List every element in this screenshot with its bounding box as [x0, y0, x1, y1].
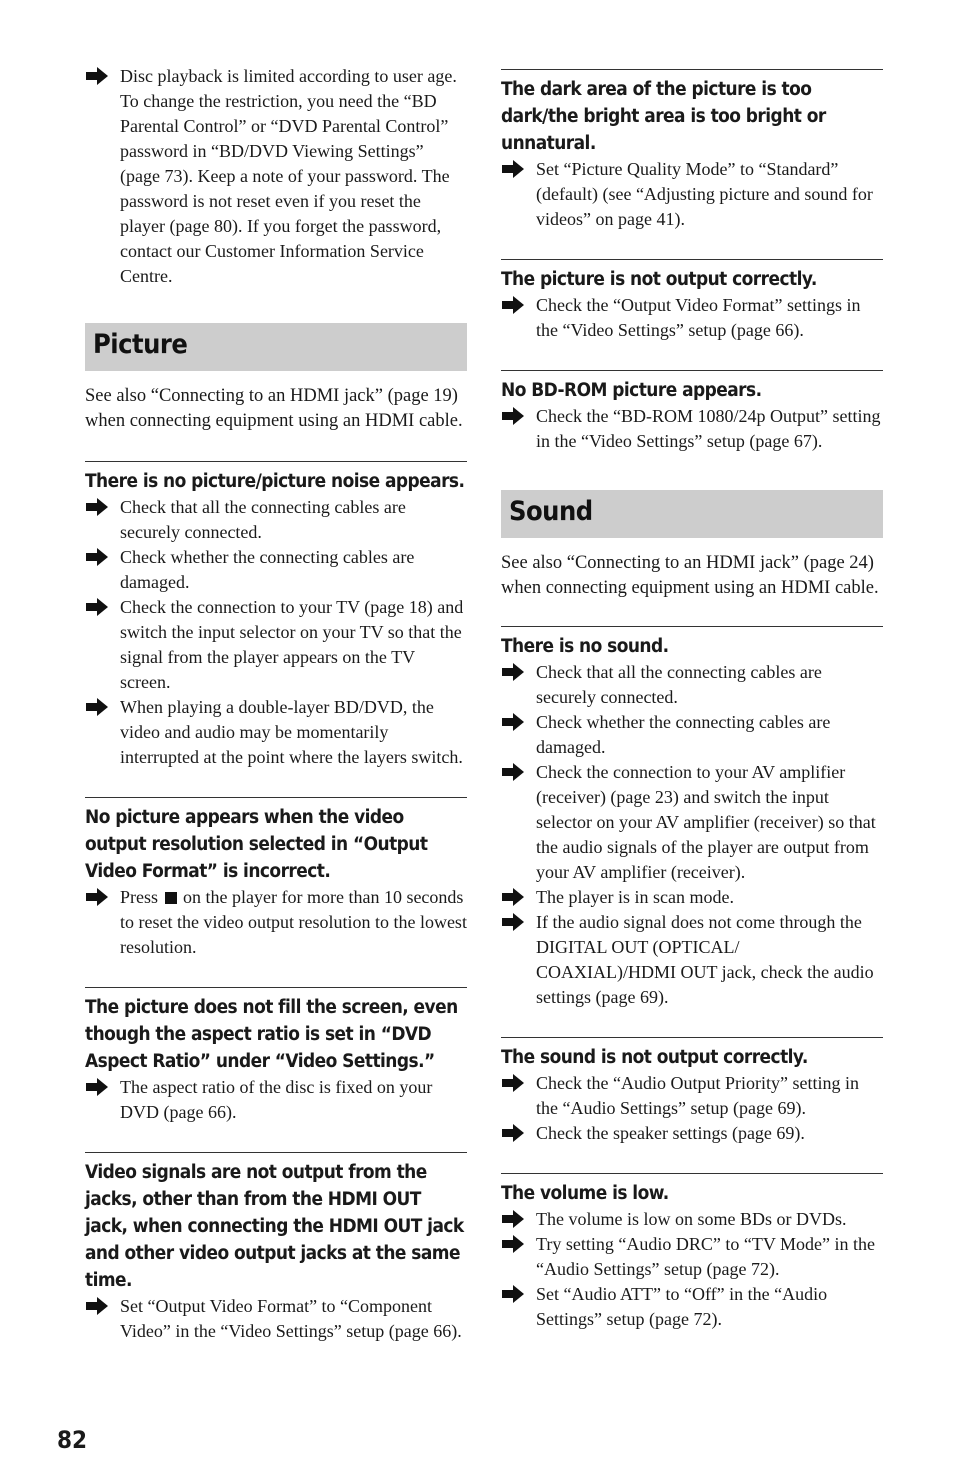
block-heading: The picture is not output correctly.	[501, 269, 817, 290]
arrow-icon	[501, 1209, 525, 1229]
arrow-icon	[501, 1234, 525, 1254]
section-heading-picture: Picture	[85, 323, 467, 371]
list-item	[501, 1232, 883, 1282]
arrow-icon	[85, 887, 109, 907]
arrow-icon	[85, 547, 109, 567]
bullet-text: Try setting “Audio DRC” to “TV Mode” in the “Audio Settings” setup (page 72).	[536, 1234, 875, 1279]
list-item	[501, 293, 883, 343]
arrow-icon	[85, 1296, 109, 1316]
parental-control-note	[85, 64, 467, 289]
bullet-text: Set “Audio ATT” to “Off” in the “Audio Settings” setup (page 72).	[536, 1284, 828, 1329]
block-heading: The sound is not output correctly.	[501, 1047, 808, 1068]
arrow-icon	[85, 66, 109, 86]
bullet-text: The volume is low on some BDs or DVDs.	[536, 1209, 847, 1229]
page-number: 82	[57, 1426, 88, 1454]
bullet-text: Check the connection to your AV amplifier (receiver) (page 23) and switch the input selector on your AV amplifier (receiver) so that the audio signals of the player are output from your AV amplifier (receiver).	[536, 762, 876, 882]
bullet-text: Check that all the connecting cables are securely connected.	[536, 662, 822, 707]
list-item	[501, 760, 883, 885]
arrow-icon	[501, 159, 525, 179]
arrow-icon	[501, 295, 525, 315]
list-item	[501, 404, 883, 454]
list-item	[85, 695, 467, 770]
bullet-text: Set “Output Video Format” to “Component Video” in the “Video Settings” setup (page 66).	[120, 1296, 462, 1341]
left-column	[85, 62, 467, 1344]
block-no-picture	[85, 461, 467, 770]
block-dark-area	[501, 69, 883, 232]
arrow-icon	[501, 887, 525, 907]
bullet-text: Check whether the connecting cables are damaged.	[536, 712, 831, 757]
bullet-text: Check whether the connecting cables are damaged.	[120, 547, 415, 592]
bullet-text: Check the “BD-ROM 1080/24p Output” setting in the “Video Settings” setup (page 67).	[536, 406, 881, 451]
arrow-icon	[501, 662, 525, 682]
block-video-signals	[85, 1152, 467, 1344]
bullet-text: The aspect ratio of the disc is fixed on your DVD (page 66).	[120, 1077, 433, 1122]
block-heading: Video signals are not output from the jacks, other than from the HDMI OUT jack, when connecting the HDMI OUT jack and other video output jacks at the same time.	[85, 1162, 464, 1291]
arrow-icon	[501, 1123, 525, 1143]
list-item	[85, 1294, 467, 1344]
arrow-icon	[501, 712, 525, 732]
block-heading: The volume is low.	[501, 1183, 669, 1204]
arrow-icon	[501, 1284, 525, 1304]
block-resolution-incorrect	[85, 797, 467, 960]
list-item	[85, 595, 467, 695]
block-picture-output	[501, 259, 883, 343]
arrow-icon	[501, 912, 525, 932]
bullet-text: The player is in scan mode.	[536, 887, 734, 907]
block-heading: There is no sound.	[501, 636, 669, 657]
list-item	[85, 495, 467, 545]
arrow-icon	[85, 497, 109, 517]
block-heading: The dark area of the picture is too dark/the bright area is too bright or unnatural.	[501, 79, 826, 154]
section-heading-sound: Sound	[501, 490, 883, 538]
arrow-icon	[501, 406, 525, 426]
arrow-icon	[501, 762, 525, 782]
arrow-icon	[501, 1073, 525, 1093]
block-no-sound	[501, 626, 883, 1010]
block-heading: There is no picture/picture noise appears.	[85, 471, 465, 492]
block-bd-rom	[501, 370, 883, 454]
list-item	[501, 710, 883, 760]
bullet-text: Check that all the connecting cables are securely connected.	[120, 497, 406, 542]
bullet-text: Set “Picture Quality Mode” to “Standard” (default) (see “Adjusting picture and sound for videos” on page 41).	[536, 159, 873, 229]
list-item	[85, 545, 467, 595]
list-item	[501, 157, 883, 232]
picture-intro: See also “Connecting to an HDMI jack” (page 19) when connecting equipment using an HDMI cable.	[85, 386, 463, 431]
list-item	[501, 885, 883, 910]
list-item	[501, 1071, 883, 1121]
list-item	[501, 1121, 883, 1146]
arrow-icon	[85, 697, 109, 717]
block-aspect-ratio	[85, 987, 467, 1125]
bullet-text: Check the “Output Video Format” settings in the “Video Settings” setup (page 66).	[536, 295, 861, 340]
list-item	[501, 660, 883, 710]
arrow-icon	[85, 597, 109, 617]
bullet-text: Disc playback is limited according to user age. To change the restriction, you need the “BD Parental Control” or “DVD Parental Control” password in “BD/DVD Viewing Settings” (page 73). Keep a note of your password. The password is not reset even if you reset the player (page 80). If you forget the password, contact our Customer Information Service Centre.	[120, 66, 457, 286]
bullet-text: When playing a double-layer BD/DVD, the video and audio may be momentarily interrupted at the point where the layers switch.	[120, 697, 463, 767]
list-item	[501, 1207, 883, 1232]
arrow-icon	[85, 1077, 109, 1097]
block-sound-output	[501, 1037, 883, 1146]
list-item	[501, 910, 883, 1010]
block-heading: The picture does not fill the screen, even though the aspect ratio is set in “DVD Aspect Ratio” under “Video Settings.”	[85, 997, 458, 1072]
block-heading: No BD-ROM picture appears.	[501, 380, 762, 401]
stop-icon	[165, 892, 177, 904]
right-column	[501, 69, 883, 1332]
block-heading: No picture appears when the video output resolution selected in “Output Video Format” is incorrect.	[85, 807, 428, 882]
bullet-text: on the player for more than 10 seconds to reset the video output resolution to the lowest resolution.	[120, 887, 467, 957]
bullet-text: If the audio signal does not come through the DIGITAL OUT (OPTICAL/ COAXIAL)/HDMI OUT jack, check the audio settings (page 69).	[536, 912, 874, 1007]
sound-intro: See also “Connecting to an HDMI jack” (page 24) when connecting equipment using an HDMI cable.	[501, 553, 879, 598]
list-item	[85, 885, 467, 960]
bullet-text: Check the “Audio Output Priority” setting in the “Audio Settings” setup (page 69).	[536, 1073, 859, 1118]
bullet-text: Check the speaker settings (page 69).	[536, 1123, 805, 1143]
bullet-text: Press	[120, 887, 159, 907]
bullet-text: Check the connection to your TV (page 18) and switch the input selector on your TV so that the signal from the player appears on the TV screen.	[120, 597, 464, 692]
list-item	[501, 1282, 883, 1332]
block-volume-low	[501, 1173, 883, 1332]
list-item	[85, 1075, 467, 1125]
